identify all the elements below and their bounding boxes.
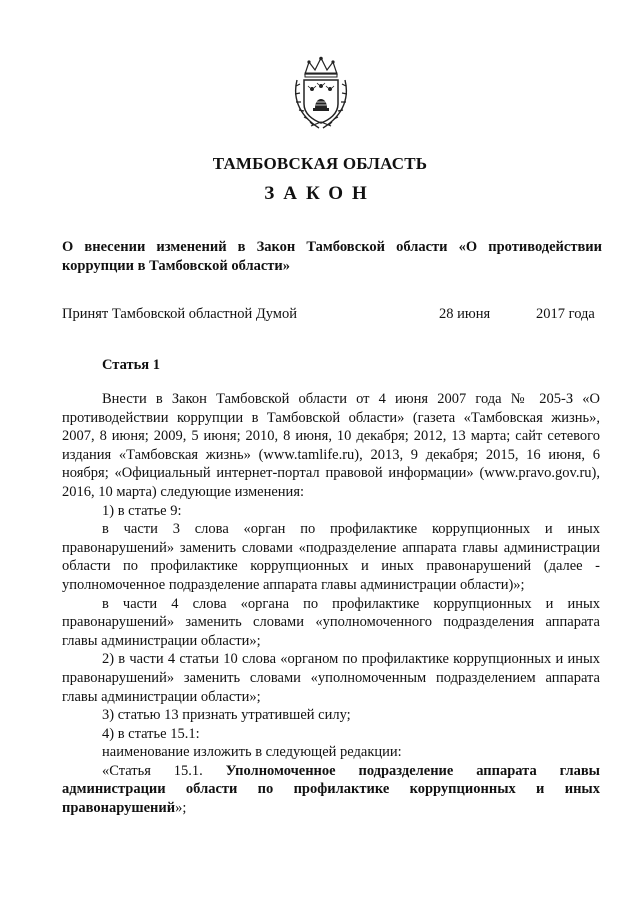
document-type-heading: ЗАКОН (264, 183, 376, 204)
paragraph: 4) в статье 15.1: (102, 725, 200, 742)
adopted-by: Принят Тамбовской областной Думой (62, 306, 297, 322)
paragraph: 1) в статье 9: (102, 502, 182, 519)
paragraph: наименование изложить в следующей редакции: (102, 744, 402, 761)
paragraph: 2) в части 4 статьи 10 слова «органом по профилактике коррупционных и иных правонарушений» заменить словами «уполномоченным подразделением аппарата главы администрации области»; (62, 651, 600, 705)
article-body (62, 390, 600, 818)
quoted-paragraph (62, 762, 600, 818)
quoted-suffix: »; (175, 800, 187, 817)
tambov-coat-of-arms-icon (291, 56, 351, 130)
adopted-date: 28 июня (439, 306, 491, 322)
paragraph: 3) статью 13 признать утратившей силу; (102, 707, 351, 724)
region-heading: ТАМБОВСКАЯ ОБЛАСТЬ (212, 154, 428, 173)
quoted-bold-text: Уполномоченное подразделение аппарата главы администрации области по профилактике коррупционных и иных правонарушений (62, 762, 600, 817)
paragraph: в части 3 слова «орган по профилактике коррупционных и иных правонарушений» заменить словами «подразделение аппарата главы администрации области по профилактике коррупционных и иных правонарушений (далее - уполномоченное подразделение аппарата главы администрации области)»; (62, 521, 600, 593)
paragraph: в части 4 слова «органа по профилактике коррупционных и иных правонарушений» заменить словами «уполномоченного подразделения аппарата главы администрации области»; (62, 595, 600, 649)
article-heading: Статья 1 (102, 357, 160, 373)
adopted-year: 2017 года (536, 306, 595, 322)
quoted-prefix: «Статья 15.1. (102, 762, 203, 779)
law-title: О внесении изменений в Закон Тамбовской области «О противодействии коррупции в Тамбовской области» (62, 239, 602, 274)
paragraph: Внести в Закон Тамбовской области от 4 июня 2007 года № 205-З «О противодействии коррупции в Тамбовской области» (газета «Тамбовская жизнь», 2007, 8 июня; 2009, 5 июня; 2010, 8 июня, 10 декабря; 2012, 13 марта; сайт сетевого издания «Тамбовская жизнь» (www.tamlife.ru), 2013, 9 декабря; 2015, 16 июня, 6 ноября; «Официальный интернет-портал правовой информации» (www.pravo.gov.ru), 2016, 10 марта) следующие изменения: (62, 391, 600, 500)
